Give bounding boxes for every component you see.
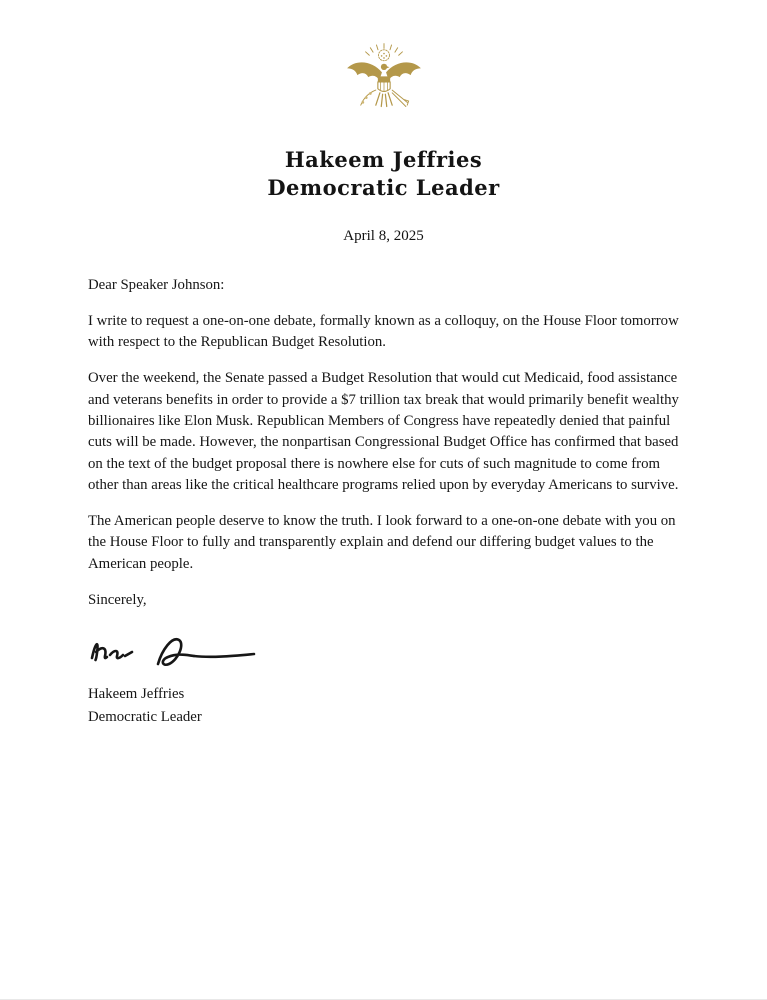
letterhead-name: Hakeem Jeffries [284, 147, 483, 172]
letter-body [0, 275, 767, 728]
great-seal-eagle-icon [343, 40, 425, 132]
paragraph-2: Over the weekend, the Senate passed a Budget Resolution that would cut Medicaid, food assistance and veterans benefits in order to provide a $7 trillion tax break that would primarily benefit wealthy billionaires like Elon Musk. Republican Members of Congress have repeatedly denied that painful cuts will be made. However, the nonpartisan Congressional Budget Office has confirmed that based on the text of the budget proposal there is nowhere else for cuts of such magnitude to come from other than areas like the critical healthcare programs relied upon by everyday Americans to survive. [88, 370, 679, 493]
signature-icon [86, 626, 679, 674]
paragraph-1: I write to request a one-on-one debate, formally known as a colloquy, on the House Floor tomorrow with respect to the Republican Budget Resolution. [88, 312, 679, 351]
letterhead-title: Democratic Leader [267, 175, 500, 201]
letter-date: April 8, 2025 [343, 227, 424, 244]
salutation: Dear Speaker Johnson: [88, 276, 225, 293]
signature-name: Hakeem Jeffries [88, 686, 185, 703]
closing: Sincerely, [88, 592, 147, 609]
signature-title: Democratic Leader [88, 708, 202, 725]
paragraph-3: The American people deserve to know the truth. I look forward to a one-on-one debate with you on the House Floor to fully and transparently explain and defend our differing budget values to the American people. [88, 513, 676, 572]
letterhead [0, 0, 767, 202]
